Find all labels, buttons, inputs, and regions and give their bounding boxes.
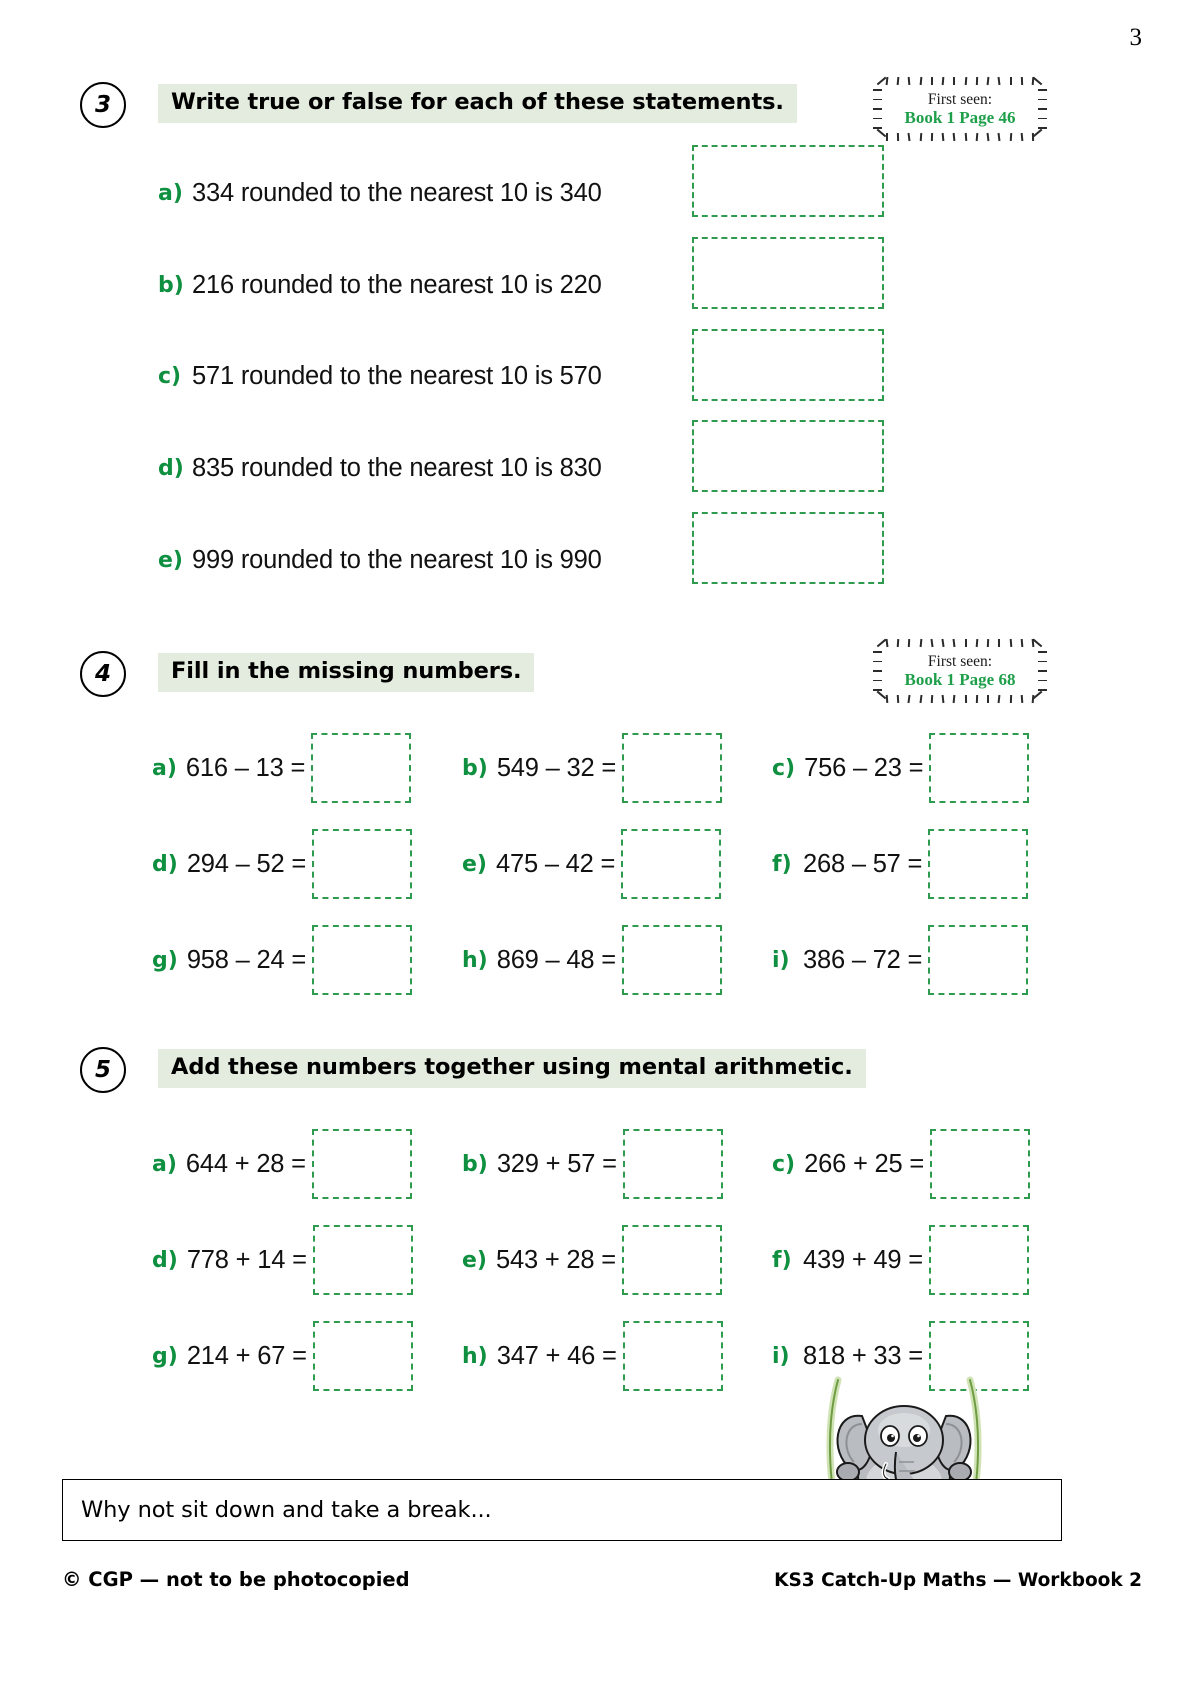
calc-expr-c: 756 – 23 = <box>804 753 924 782</box>
calc-cell-g <box>152 925 412 995</box>
calc-answer-box-d[interactable] <box>313 1225 413 1295</box>
tf-label-b: b) <box>158 272 184 298</box>
calc-label-e: e) <box>462 851 487 877</box>
calc-label-i: i) <box>772 1343 790 1369</box>
tf-statement-row <box>158 157 602 229</box>
calc-answer-box-f[interactable] <box>929 1225 1029 1295</box>
calc-row <box>152 733 1152 803</box>
tf-text-b: 216 rounded to the nearest 10 is 220 <box>192 270 602 299</box>
calc-expr-f: 268 – 57 = <box>803 849 923 878</box>
calc-label-b: b) <box>462 1151 488 1177</box>
calc-expr-i: 818 + 33 = <box>803 1341 923 1370</box>
calc-expr-d: 294 – 52 = <box>186 849 307 878</box>
tf-answer-box-c[interactable] <box>692 329 884 401</box>
calc-label-i: i) <box>772 947 790 973</box>
calc-answer-box-e[interactable] <box>622 1225 722 1295</box>
calc-answer-box-g[interactable] <box>312 925 412 995</box>
tf-statement-row <box>158 249 602 321</box>
calc-cell-h <box>462 1321 723 1391</box>
tf-text-c: 571 rounded to the nearest 10 is 570 <box>192 361 602 390</box>
stamp-reference-q4: Book 1 Page 68 <box>904 669 1016 689</box>
calc-label-g: g) <box>152 947 178 973</box>
calc-row <box>152 925 1152 995</box>
footer-book-title: KS3 Catch-Up Maths — Workbook 2 <box>774 1570 1142 1591</box>
calc-answer-box-c[interactable] <box>929 733 1029 803</box>
calc-cell-d <box>152 1225 413 1295</box>
calc-expr-b: 329 + 57 = <box>496 1149 617 1178</box>
calc-label-g: g) <box>152 1343 178 1369</box>
calc-label-f: f) <box>772 1247 792 1273</box>
question-5-number: 5 <box>80 1047 126 1093</box>
calc-answer-box-c[interactable] <box>930 1129 1030 1199</box>
calc-answer-box-h[interactable] <box>622 925 722 995</box>
calc-cell-g <box>152 1321 413 1391</box>
calc-expr-g: 214 + 67 = <box>186 1341 307 1370</box>
calc-label-d: d) <box>152 851 178 877</box>
calc-expr-f: 439 + 49 = <box>803 1245 923 1274</box>
tf-label-d: d) <box>158 455 184 481</box>
question-5-header <box>0 1047 1200 1091</box>
calc-expr-b: 549 – 32 = <box>496 753 617 782</box>
calc-expr-h: 347 + 46 = <box>496 1341 617 1370</box>
tf-answer-box-b[interactable] <box>692 237 884 309</box>
stamp-label-q3: First seen: <box>927 91 993 109</box>
calc-answer-box-e[interactable] <box>621 829 721 899</box>
calc-cell-e <box>462 1225 722 1295</box>
calc-cell-e <box>462 829 721 899</box>
calc-answer-box-i[interactable] <box>928 925 1028 995</box>
calc-expr-a: 616 – 13 = <box>185 753 306 782</box>
calc-label-e: e) <box>462 1247 487 1273</box>
calc-cell-a <box>152 1129 412 1199</box>
tf-label-c: c) <box>158 363 182 389</box>
calc-expr-h: 869 – 48 = <box>496 945 616 974</box>
tf-statement-row <box>158 340 602 412</box>
calc-cell-b <box>462 1129 723 1199</box>
calc-expr-e: 475 – 42 = <box>495 849 616 878</box>
calc-cell-a <box>152 733 411 803</box>
calc-expr-g: 958 – 24 = <box>186 945 307 974</box>
calc-label-h: h) <box>462 947 488 973</box>
calc-answer-box-d[interactable] <box>312 829 412 899</box>
calc-cell-i <box>772 925 1028 995</box>
calc-cell-f <box>772 829 1028 899</box>
calc-label-f: f) <box>772 851 792 877</box>
tf-answer-box-a[interactable] <box>692 145 884 217</box>
break-note-text: Why not sit down and take a break... <box>81 1497 492 1523</box>
tf-label-a: a) <box>158 180 183 206</box>
first-seen-stamp-q4 <box>872 638 1048 704</box>
tf-statement-row <box>158 524 602 596</box>
tf-text-d: 835 rounded to the nearest 10 is 830 <box>192 453 602 482</box>
calc-answer-box-b[interactable] <box>623 1129 723 1199</box>
calc-cell-c <box>772 733 1029 803</box>
calc-answer-box-a[interactable] <box>311 733 411 803</box>
calc-expr-i: 386 – 72 = <box>803 945 923 974</box>
calc-expr-e: 543 + 28 = <box>495 1245 616 1274</box>
question-3-title: Write true or false for each of these statements. <box>158 84 797 123</box>
calc-cell-d <box>152 829 412 899</box>
question-3-number: 3 <box>80 82 126 128</box>
tf-statement-row <box>158 432 602 504</box>
calc-expr-a: 644 + 28 = <box>185 1149 306 1178</box>
calc-row <box>152 829 1152 899</box>
calc-label-c: c) <box>772 755 796 781</box>
calc-label-b: b) <box>462 755 488 781</box>
footer-copyright: © CGP — not to be photocopied <box>62 1568 410 1591</box>
first-seen-stamp-q3 <box>872 76 1048 142</box>
calc-label-h: h) <box>462 1343 488 1369</box>
tf-answer-box-d[interactable] <box>692 420 884 492</box>
calc-cell-c <box>772 1129 1030 1199</box>
calc-answer-box-g[interactable] <box>313 1321 413 1391</box>
tf-answer-box-e[interactable] <box>692 512 884 584</box>
calc-cell-h <box>462 925 722 995</box>
stamp-label-q4: First seen: <box>927 653 993 671</box>
stamp-reference-q3: Book 1 Page 46 <box>904 107 1016 127</box>
question-4-title: Fill in the missing numbers. <box>158 653 534 692</box>
calc-answer-box-b[interactable] <box>622 733 722 803</box>
calc-label-c: c) <box>772 1151 796 1177</box>
calc-row <box>152 1225 1152 1295</box>
tf-label-e: e) <box>158 547 183 573</box>
calc-label-a: a) <box>152 755 177 781</box>
page-number: 3 <box>1129 24 1142 51</box>
calc-label-a: a) <box>152 1151 177 1177</box>
calc-row <box>152 1129 1152 1199</box>
calc-label-d: d) <box>152 1247 178 1273</box>
question-5-title: Add these numbers together using mental arithmetic. <box>158 1049 866 1088</box>
calc-cell-b <box>462 733 722 803</box>
calc-answer-box-a[interactable] <box>312 1129 412 1199</box>
tf-text-e: 999 rounded to the nearest 10 is 990 <box>192 545 602 574</box>
calc-expr-c: 266 + 25 = <box>804 1149 925 1178</box>
calc-answer-box-f[interactable] <box>928 829 1028 899</box>
break-note-bar <box>62 1479 1062 1541</box>
question-block-5 <box>0 1047 1200 1091</box>
calc-expr-d: 778 + 14 = <box>186 1245 307 1274</box>
tf-text-a: 334 rounded to the nearest 10 is 340 <box>192 178 602 207</box>
calc-cell-f <box>772 1225 1029 1295</box>
calc-answer-box-h[interactable] <box>623 1321 723 1391</box>
question-4-number: 4 <box>80 651 126 697</box>
